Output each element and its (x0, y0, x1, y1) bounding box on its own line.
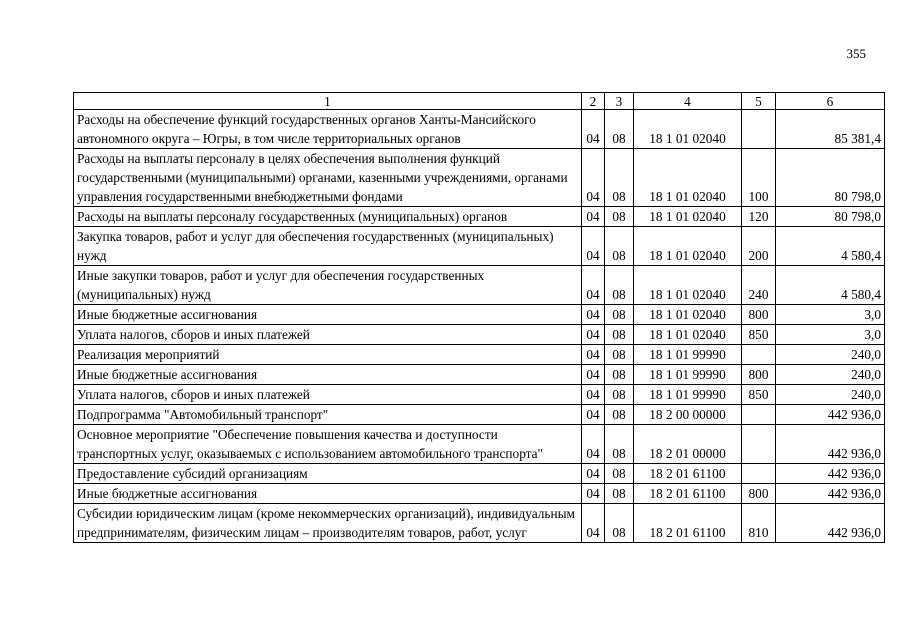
page-number: 355 (846, 46, 866, 61)
expense-type-code (742, 464, 776, 484)
target-article-code: 18 1 01 02040 (634, 149, 742, 207)
budget-item-name: Иные бюджетные ассигнования (74, 305, 582, 325)
expense-type-code: 200 (742, 227, 776, 266)
amount: 85 381,4 (776, 110, 885, 149)
section-code: 04 (582, 365, 605, 385)
table-row (74, 110, 885, 149)
amount: 3,0 (776, 305, 885, 325)
target-article-code: 18 2 01 61100 (634, 464, 742, 484)
table-row (74, 266, 885, 305)
target-article-code: 18 1 01 99990 (634, 385, 742, 405)
section-code: 04 (582, 385, 605, 405)
expense-type-code: 810 (742, 504, 776, 543)
section-code: 04 (582, 227, 605, 266)
expense-type-code (742, 345, 776, 365)
table-row (74, 405, 885, 425)
subsection-code: 08 (605, 504, 634, 543)
budget-item-name: Расходы на обеспечение функций государственных органов Ханты-Мансийского автономного округа – Югры, в том числе территориальных органов (74, 110, 582, 149)
amount: 240,0 (776, 345, 885, 365)
amount: 80 798,0 (776, 207, 885, 227)
expense-type-code (742, 425, 776, 464)
table-row (74, 365, 885, 385)
subsection-code: 08 (605, 345, 634, 365)
target-article-code: 18 1 01 99990 (634, 345, 742, 365)
expense-type-code: 100 (742, 149, 776, 207)
target-article-code: 18 1 01 02040 (634, 266, 742, 305)
amount: 240,0 (776, 385, 885, 405)
section-code: 04 (582, 325, 605, 345)
expense-type-code: 240 (742, 266, 776, 305)
budget-item-name: Расходы на выплаты персоналу в целях обеспечения выполнения функций государственными (муниципальными) органами, казенными учреждениями, органами управления государственными внебюджетными фондами (74, 149, 582, 207)
section-code: 04 (582, 207, 605, 227)
target-article-code: 18 1 01 02040 (634, 227, 742, 266)
expense-type-code: 800 (742, 305, 776, 325)
budget-item-name: Закупка товаров, работ и услуг для обеспечения государственных (муниципальных) нужд (74, 227, 582, 266)
table-row (74, 425, 885, 464)
amount: 442 936,0 (776, 484, 885, 504)
subsection-code: 08 (605, 266, 634, 305)
section-code: 04 (582, 345, 605, 365)
section-code: 04 (582, 305, 605, 325)
column-header: 1 (74, 93, 582, 110)
budget-item-name: Уплата налогов, сборов и иных платежей (74, 325, 582, 345)
target-article-code: 18 2 01 61100 (634, 484, 742, 504)
budget-item-name: Основное мероприятие "Обеспечение повышения качества и доступности транспортных услуг, оказываемых с использованием автомобильного транспорта" (74, 425, 582, 464)
subsection-code: 08 (605, 305, 634, 325)
table-row (74, 305, 885, 325)
budget-item-name: Предоставление субсидий организациям (74, 464, 582, 484)
subsection-code: 08 (605, 425, 634, 464)
subsection-code: 08 (605, 484, 634, 504)
column-header: 4 (634, 93, 742, 110)
amount: 4 580,4 (776, 227, 885, 266)
table-row (74, 207, 885, 227)
budget-item-name: Иные бюджетные ассигнования (74, 484, 582, 504)
table-row (74, 504, 885, 543)
target-article-code: 18 2 00 00000 (634, 405, 742, 425)
column-header: 6 (776, 93, 885, 110)
subsection-code: 08 (605, 365, 634, 385)
subsection-code: 08 (605, 385, 634, 405)
table-row (74, 325, 885, 345)
section-code: 04 (582, 484, 605, 504)
target-article-code: 18 1 01 02040 (634, 110, 742, 149)
target-article-code: 18 1 01 02040 (634, 305, 742, 325)
section-code: 04 (582, 464, 605, 484)
subsection-code: 08 (605, 110, 634, 149)
target-article-code: 18 1 01 99990 (634, 365, 742, 385)
subsection-code: 08 (605, 227, 634, 266)
amount: 442 936,0 (776, 504, 885, 543)
subsection-code: 08 (605, 149, 634, 207)
table-header (74, 93, 885, 110)
target-article-code: 18 1 01 02040 (634, 325, 742, 345)
expense-type-code: 850 (742, 385, 776, 405)
target-article-code: 18 2 01 61100 (634, 504, 742, 543)
subsection-code: 08 (605, 405, 634, 425)
budget-item-name: Реализация мероприятий (74, 345, 582, 365)
amount: 240,0 (776, 365, 885, 385)
budget-item-name: Субсидии юридическим лицам (кроме некоммерческих организаций), индивидуальным предпринимателям, физическим лицам – производителям товаров, работ, услуг (74, 504, 582, 543)
section-code: 04 (582, 149, 605, 207)
expense-type-code: 800 (742, 484, 776, 504)
section-code: 04 (582, 425, 605, 464)
table-row (74, 149, 885, 207)
section-code: 04 (582, 266, 605, 305)
budget-item-name: Иные закупки товаров, работ и услуг для обеспечения государственных (муниципальных) нужд (74, 266, 582, 305)
expense-type-code: 120 (742, 207, 776, 227)
amount: 442 936,0 (776, 405, 885, 425)
table-row (74, 464, 885, 484)
subsection-code: 08 (605, 325, 634, 345)
amount: 80 798,0 (776, 149, 885, 207)
budget-item-name: Подпрограмма "Автомобильный транспорт" (74, 405, 582, 425)
table-body (74, 110, 885, 543)
expense-type-code: 800 (742, 365, 776, 385)
budget-table (73, 92, 885, 543)
section-code: 04 (582, 405, 605, 425)
column-header: 3 (605, 93, 634, 110)
expense-type-code (742, 405, 776, 425)
budget-item-name: Расходы на выплаты персоналу государственных (муниципальных) органов (74, 207, 582, 227)
column-header: 5 (742, 93, 776, 110)
budget-item-name: Уплата налогов, сборов и иных платежей (74, 385, 582, 405)
amount: 442 936,0 (776, 464, 885, 484)
section-code: 04 (582, 110, 605, 149)
expense-type-code (742, 110, 776, 149)
amount: 3,0 (776, 325, 885, 345)
amount: 4 580,4 (776, 266, 885, 305)
table-row (74, 385, 885, 405)
subsection-code: 08 (605, 464, 634, 484)
target-article-code: 18 2 01 00000 (634, 425, 742, 464)
expense-type-code: 850 (742, 325, 776, 345)
table-row (74, 227, 885, 266)
column-header: 2 (582, 93, 605, 110)
amount: 442 936,0 (776, 425, 885, 464)
section-code: 04 (582, 504, 605, 543)
budget-item-name: Иные бюджетные ассигнования (74, 365, 582, 385)
header-row (74, 93, 885, 110)
table-row (74, 484, 885, 504)
table-row (74, 345, 885, 365)
target-article-code: 18 1 01 02040 (634, 207, 742, 227)
subsection-code: 08 (605, 207, 634, 227)
